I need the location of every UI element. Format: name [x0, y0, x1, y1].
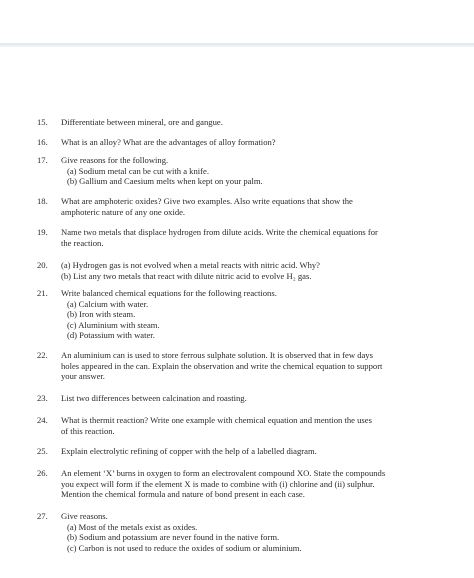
question-line: What is an alloy? What are the advantages of alloy formation?	[61, 137, 276, 147]
question-number: 18.	[37, 196, 48, 206]
question-text	[61, 446, 411, 457]
question-line: holes appeared in the can. Explain the observation and write the chemical equation to support	[61, 360, 383, 371]
question-number: 25.	[37, 446, 48, 456]
question-number: 17.	[37, 155, 48, 165]
question-number: 27.	[37, 511, 48, 521]
question-subpart: (c) Aluminium with steam.	[67, 319, 160, 330]
question-number: 20.	[37, 260, 48, 270]
question-text	[61, 468, 411, 500]
question-line: the reaction.	[61, 237, 104, 248]
question-line: Explain electrolytic refining of copper with the help of a labelled diagram.	[61, 446, 317, 456]
question-line: What is thermit reaction? Write one example with chemical equation and mention the uses	[61, 415, 372, 425]
question-text	[61, 393, 411, 404]
question-text	[61, 196, 411, 217]
question-subpart: (b) Sodium and potassium are never found in the native form.	[67, 532, 280, 543]
question-line: An element ‘X’ burns in oxygen to form an electrovalent compound XO. State the compounds	[61, 468, 386, 478]
question-text	[61, 511, 411, 553]
question-text	[61, 155, 411, 187]
question-number: 24.	[37, 415, 48, 425]
question-text	[61, 260, 411, 281]
question-text	[61, 415, 411, 436]
question-line: of this reaction.	[61, 425, 115, 436]
question-line: Give reasons.	[61, 511, 108, 521]
question-number: 21.	[37, 288, 48, 298]
question-line: (b) List any two metals that react with dilute nitric acid to evolve H₂ gas.	[61, 270, 312, 281]
question-text	[61, 350, 411, 382]
question-text	[61, 137, 411, 148]
question-line: (a) Hydrogen gas is not evolved when a metal reacts with nitric acid. Why?	[61, 260, 320, 270]
question-line: An aluminium can is used to store ferrous sulphate solution. It is observed that in few days	[61, 350, 373, 360]
question-line: Give reasons for the following.	[61, 155, 169, 165]
question-subpart: (a) Calcium with water.	[67, 298, 149, 309]
question-number: 22.	[37, 350, 48, 360]
question-line: Differentiate between mineral, ore and gangue.	[61, 117, 223, 127]
question-text	[61, 117, 411, 128]
question-line: your answer.	[61, 371, 105, 382]
question-line: you expect will form if the element X is made to combine with (i) chlorine and (ii) sulphur.	[61, 478, 375, 489]
question-line: List two differences between calcination and roasting.	[61, 393, 247, 403]
question-line: What are amphoteric oxides? Give two examples. Also write equations that show the	[61, 196, 353, 206]
question-line: Name two metals that displace hydrogen from dilute acids. Write the chemical equations for	[61, 227, 378, 237]
top-blank-area	[0, 0, 474, 44]
question-line: Mention the chemical formula and nature of bond present in each case.	[61, 489, 305, 500]
worksheet-page	[0, 47, 474, 578]
question-subpart: (a) Sodium metal can be cut with a knife.	[67, 165, 209, 176]
question-subpart: (a) Most of the metals exist as oxides.	[67, 521, 198, 532]
question-subpart: (b) Gallium and Caesium melts when kept on your palm.	[67, 176, 263, 187]
question-number: 19.	[37, 227, 48, 237]
question-line: Write balanced chemical equations for the following reactions.	[61, 288, 277, 298]
question-subpart: (b) Iron with steam.	[67, 309, 136, 320]
question-number: 16.	[37, 137, 48, 147]
question-text	[61, 227, 411, 248]
question-number: 15.	[37, 117, 48, 127]
question-number: 23.	[37, 393, 48, 403]
question-text	[61, 288, 411, 341]
question-subpart: (d) Potassium with water.	[67, 330, 155, 341]
question-line: amphoteric nature of any one oxide.	[61, 206, 186, 217]
question-number: 26.	[37, 468, 48, 478]
question-subpart: (c) Carbon is not used to reduce the oxides of sodium or aluminium.	[67, 542, 302, 553]
